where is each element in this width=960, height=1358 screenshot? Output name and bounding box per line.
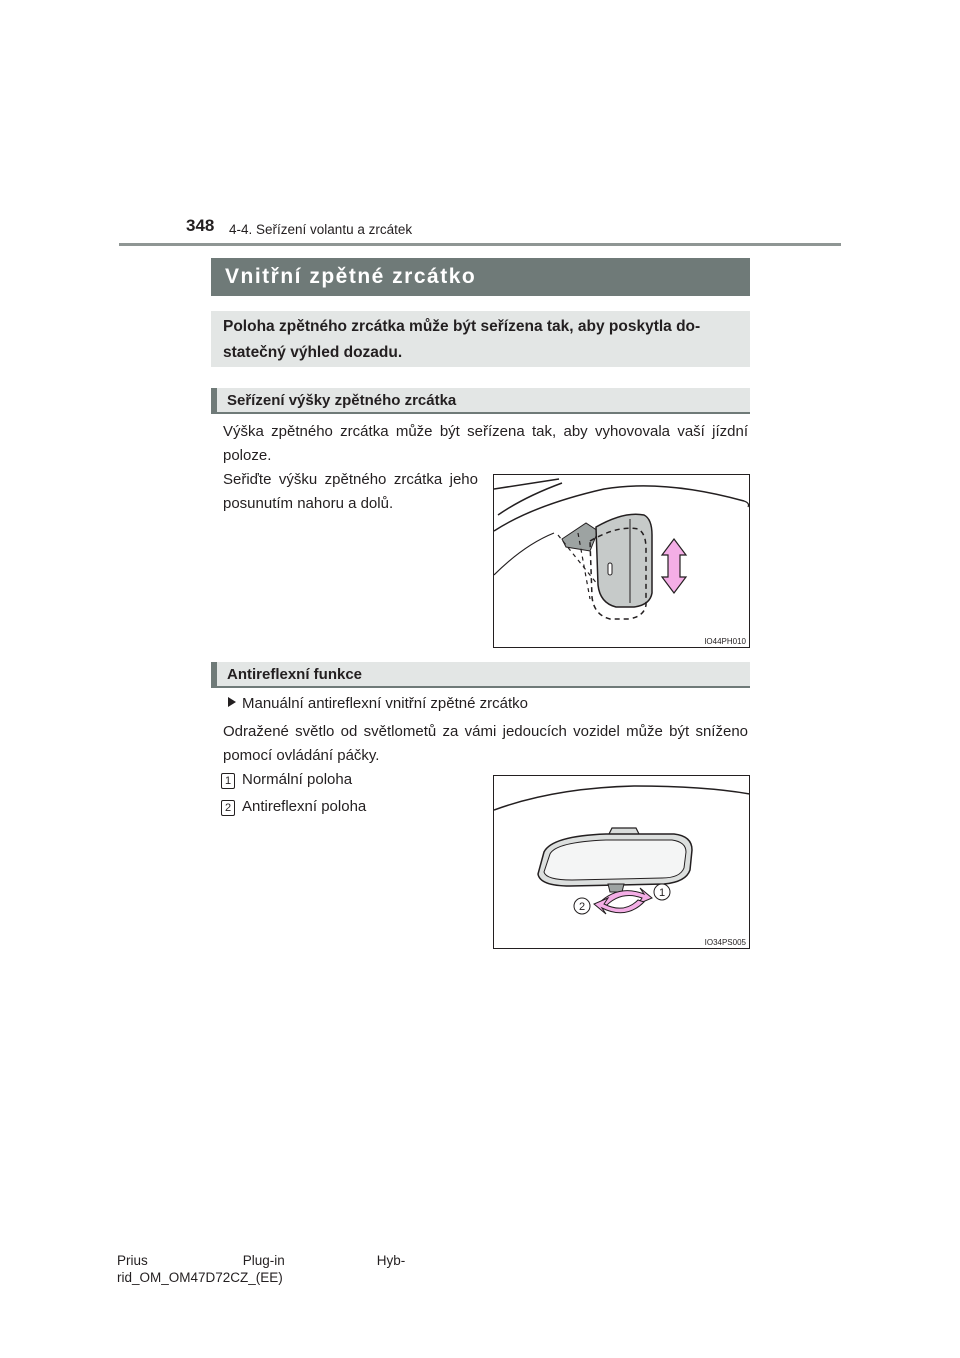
footer-model-b: Plug-in [242,1253,285,1268]
section-title: Vnitřní zpětné zrcátko [211,258,750,296]
page-number: 348 [186,216,215,235]
footer-model-c: Hyb- [376,1253,406,1268]
chapter-title: 4-4. Seřízení volantu a zrcátek [229,222,413,237]
mirror-height-illustration [494,475,750,648]
bullet-arrow-icon [228,697,236,707]
figure-callout-2: 2 [578,901,586,913]
callout-2-label: Antireflexní poloha [242,798,367,815]
height-adjust-text: Výška zpětného zrcátka může být seřízena tak, aby vyhovovala vaší jízdní poloze. [223,423,748,464]
antiglare-bullet: Manuální antireflexní vnitřní zpětné zrcátko [242,695,528,712]
height-adjust-heading: Seřízení výšky zpětného zrcátka [211,388,750,414]
figure-callout-1: 1 [658,887,666,899]
footer-code: rid_OM_OM47D72CZ_(EE) [117,1270,283,1285]
callout-1-badge: 1 [221,773,235,789]
header-divider [119,243,841,246]
footer-model-a: Prius [117,1253,148,1268]
callout-2-badge: 2 [221,800,235,816]
intro-box [211,311,750,367]
intro-line-1: Poloha zpětného zrcátka může být seřízena tak, aby poskytla do- [223,318,701,335]
figure-code-antiglare: IO34PS005 [704,938,746,947]
footer-model [117,1253,405,1268]
antiglare-illustration [494,776,750,949]
mirror-height-figure [493,474,750,648]
intro-line-2: statečný výhled dozadu. [223,344,403,361]
callout-1-label: Normální poloha [242,771,353,788]
height-adjust-instruction: Seřiďte výšku zpětného zrcátka jeho posunutím nahoru a dolů. [223,471,478,512]
antiglare-figure [493,775,750,949]
antiglare-text: Odražené světlo od světlometů za vámi jedoucích vozidel může být sníženo pomocí ovládání páčky. [223,723,748,764]
figure-code-height: IO44PH010 [704,637,746,646]
antiglare-heading: Antireflexní funkce [211,662,750,688]
